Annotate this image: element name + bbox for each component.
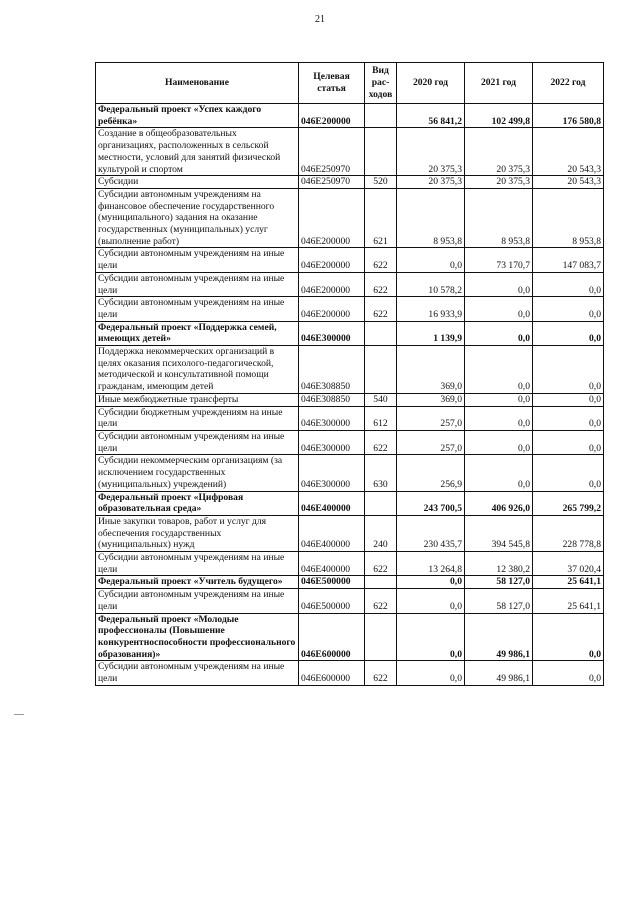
row-value-2022: 228 778,8 (533, 515, 604, 551)
row-value-2022: 0,0 (533, 393, 604, 406)
row-value-2020: 16 933,9 (397, 297, 465, 321)
row-value-2021: 20 375,3 (465, 176, 533, 189)
row-name: Федеральный проект «Успех каждого ребёнка» (96, 104, 299, 128)
row-name: Субсидии автономным учреждениям на иные цели (96, 661, 299, 685)
row-value-2021: 8 953,8 (465, 188, 533, 248)
header-target-article: Целевая статья (299, 63, 365, 104)
table-body (96, 104, 604, 686)
row-value-2021: 0,0 (465, 430, 533, 454)
row-value-2022: 0,0 (533, 297, 604, 321)
row-expense-type: 630 (365, 455, 397, 491)
row-value-2022: 20 543,3 (533, 128, 604, 176)
header-name: Наименование (96, 63, 299, 104)
table-row (96, 128, 604, 176)
table-row (96, 552, 604, 576)
table-row (96, 297, 604, 321)
row-expense-type (365, 491, 397, 515)
row-value-2020: 10 578,2 (397, 272, 465, 296)
row-value-2021: 49 986,1 (465, 613, 533, 661)
row-value-2022: 265 799,2 (533, 491, 604, 515)
row-expense-type (365, 576, 397, 589)
row-target-article: 046E300000 (299, 455, 365, 491)
table-row (96, 589, 604, 613)
row-value-2020: 243 700,5 (397, 491, 465, 515)
row-target-article: 046E250970 (299, 128, 365, 176)
row-value-2022: 8 953,8 (533, 188, 604, 248)
row-value-2022: 0,0 (533, 346, 604, 394)
row-value-2020: 257,0 (397, 406, 465, 430)
row-name: Создание в общеобразовательных организациях, расположенных в сельской местности, условий для занятий физической культурой и спортом (96, 128, 299, 176)
row-expense-type: 612 (365, 406, 397, 430)
row-value-2022: 0,0 (533, 455, 604, 491)
row-value-2020: 257,0 (397, 430, 465, 454)
row-name: Субсидии автономным учреждениям на иные цели (96, 272, 299, 296)
budget-table (95, 62, 604, 686)
row-value-2020: 0,0 (397, 589, 465, 613)
table-row (96, 430, 604, 454)
table-row-project (96, 613, 604, 661)
row-value-2021: 12 380,2 (465, 552, 533, 576)
row-value-2021: 102 499,8 (465, 104, 533, 128)
row-value-2022: 25 641,1 (533, 589, 604, 613)
row-target-article: 046E600000 (299, 613, 365, 661)
row-value-2022: 37 020,4 (533, 552, 604, 576)
row-value-2021: 73 170,7 (465, 248, 533, 272)
row-value-2021: 0,0 (465, 455, 533, 491)
row-value-2020: 8 953,8 (397, 188, 465, 248)
row-name: Федеральный проект «Учитель будущего» (96, 576, 299, 589)
row-value-2020: 256,9 (397, 455, 465, 491)
row-value-2020: 369,0 (397, 346, 465, 394)
row-expense-type: 240 (365, 515, 397, 551)
table-row (96, 455, 604, 491)
row-value-2020: 13 264,8 (397, 552, 465, 576)
page-number: 21 (315, 14, 325, 25)
row-name: Иные межбюджетные трансферты (96, 393, 299, 406)
row-value-2020: 369,0 (397, 393, 465, 406)
row-target-article: 046E300000 (299, 406, 365, 430)
row-value-2020: 1 139,9 (397, 321, 465, 345)
row-value-2020: 0,0 (397, 613, 465, 661)
row-name: Субсидии автономным учреждениям на иные цели (96, 589, 299, 613)
table-row (96, 661, 604, 685)
header-year-2022: 2022 год (533, 63, 604, 104)
row-expense-type (365, 321, 397, 345)
header-expense-type: Вид рас-ходов (365, 63, 397, 104)
table-row (96, 346, 604, 394)
table-header-row (96, 63, 604, 104)
row-value-2020: 0,0 (397, 248, 465, 272)
row-target-article: 046E200000 (299, 104, 365, 128)
row-value-2022: 0,0 (533, 272, 604, 296)
row-expense-type (365, 346, 397, 394)
row-value-2021: 0,0 (465, 321, 533, 345)
row-value-2020: 20 375,3 (397, 176, 465, 189)
row-target-article: 046E300000 (299, 430, 365, 454)
row-value-2021: 0,0 (465, 297, 533, 321)
row-name: Субсидии бюджетным учреждениям на иные цели (96, 406, 299, 430)
row-name: Субсидии автономным учреждениям на иные цели (96, 248, 299, 272)
row-target-article: 046E600000 (299, 661, 365, 685)
row-expense-type: 540 (365, 393, 397, 406)
row-name: Субсидии некоммерческим организациям (за исключением государственных (муниципальных) учреждений) (96, 455, 299, 491)
row-expense-type (365, 104, 397, 128)
row-name: Федеральный проект «Цифровая образовательная среда» (96, 491, 299, 515)
row-name: Субсидии автономным учреждениям на финансовое обеспечение государственного (муниципального) задания на оказание государственных (муниципальных) услуг (выполнение работ) (96, 188, 299, 248)
row-value-2021: 394 545,8 (465, 515, 533, 551)
table-row (96, 188, 604, 248)
row-target-article: 046E200000 (299, 248, 365, 272)
margin-mark (14, 714, 24, 715)
row-target-article: 046E308850 (299, 393, 365, 406)
row-target-article: 046E250970 (299, 176, 365, 189)
row-value-2020: 20 375,3 (397, 128, 465, 176)
row-target-article: 046E300000 (299, 321, 365, 345)
row-name: Федеральный проект «Молодые профессионалы (Повышение конкурентноспособности профессионального образования)» (96, 613, 299, 661)
row-value-2021: 20 375,3 (465, 128, 533, 176)
row-name: Субсидии автономным учреждениям на иные цели (96, 430, 299, 454)
row-expense-type: 622 (365, 589, 397, 613)
row-value-2020: 56 841,2 (397, 104, 465, 128)
row-target-article: 046E200000 (299, 297, 365, 321)
table-row (96, 272, 604, 296)
row-value-2022: 147 083,7 (533, 248, 604, 272)
row-value-2022: 0,0 (533, 613, 604, 661)
row-target-article: 046E308850 (299, 346, 365, 394)
header-year-2021: 2021 год (465, 63, 533, 104)
table-row (96, 176, 604, 189)
table-row (96, 248, 604, 272)
row-target-article: 046E400000 (299, 491, 365, 515)
row-expense-type (365, 128, 397, 176)
row-expense-type: 622 (365, 248, 397, 272)
table-row-project (96, 491, 604, 515)
row-value-2022: 0,0 (533, 321, 604, 345)
row-value-2021: 0,0 (465, 406, 533, 430)
row-target-article: 046E400000 (299, 515, 365, 551)
row-expense-type: 622 (365, 430, 397, 454)
table-row-project (96, 576, 604, 589)
row-value-2021: 0,0 (465, 346, 533, 394)
row-value-2022: 176 580,8 (533, 104, 604, 128)
table-row (96, 393, 604, 406)
row-target-article: 046E500000 (299, 589, 365, 613)
table-row (96, 515, 604, 551)
row-name: Субсидии автономным учреждениям на иные цели (96, 552, 299, 576)
row-value-2021: 58 127,0 (465, 589, 533, 613)
row-value-2021: 0,0 (465, 272, 533, 296)
row-expense-type: 621 (365, 188, 397, 248)
row-value-2020: 0,0 (397, 661, 465, 685)
row-name: Субсидии (96, 176, 299, 189)
row-value-2022: 0,0 (533, 430, 604, 454)
row-expense-type: 622 (365, 552, 397, 576)
table-row-project (96, 104, 604, 128)
row-value-2021: 0,0 (465, 393, 533, 406)
row-expense-type: 622 (365, 297, 397, 321)
row-name: Федеральный проект «Поддержка семей, имеющих детей» (96, 321, 299, 345)
row-value-2021: 49 986,1 (465, 661, 533, 685)
row-target-article: 046E400000 (299, 552, 365, 576)
row-name: Субсидии автономным учреждениям на иные цели (96, 297, 299, 321)
row-value-2021: 406 926,0 (465, 491, 533, 515)
table-row-project (96, 321, 604, 345)
row-target-article: 046E500000 (299, 576, 365, 589)
row-value-2022: 20 543,3 (533, 176, 604, 189)
header-year-2020: 2020 год (397, 63, 465, 104)
row-expense-type: 622 (365, 661, 397, 685)
row-target-article: 046E200000 (299, 272, 365, 296)
row-value-2021: 58 127,0 (465, 576, 533, 589)
row-value-2022: 0,0 (533, 661, 604, 685)
row-target-article: 046E200000 (299, 188, 365, 248)
row-value-2020: 0,0 (397, 576, 465, 589)
row-value-2020: 230 435,7 (397, 515, 465, 551)
row-value-2022: 0,0 (533, 406, 604, 430)
row-name: Иные закупки товаров, работ и услуг для обеспечения государственных (муниципальных) нужд (96, 515, 299, 551)
row-expense-type (365, 613, 397, 661)
row-expense-type: 520 (365, 176, 397, 189)
row-value-2022: 25 641,1 (533, 576, 604, 589)
table-row (96, 406, 604, 430)
row-name: Поддержка некоммерческих организаций в целях оказания психолого-педагогической, методической и консультативной помощи гражданам, имеющим детей (96, 346, 299, 394)
row-expense-type: 622 (365, 272, 397, 296)
